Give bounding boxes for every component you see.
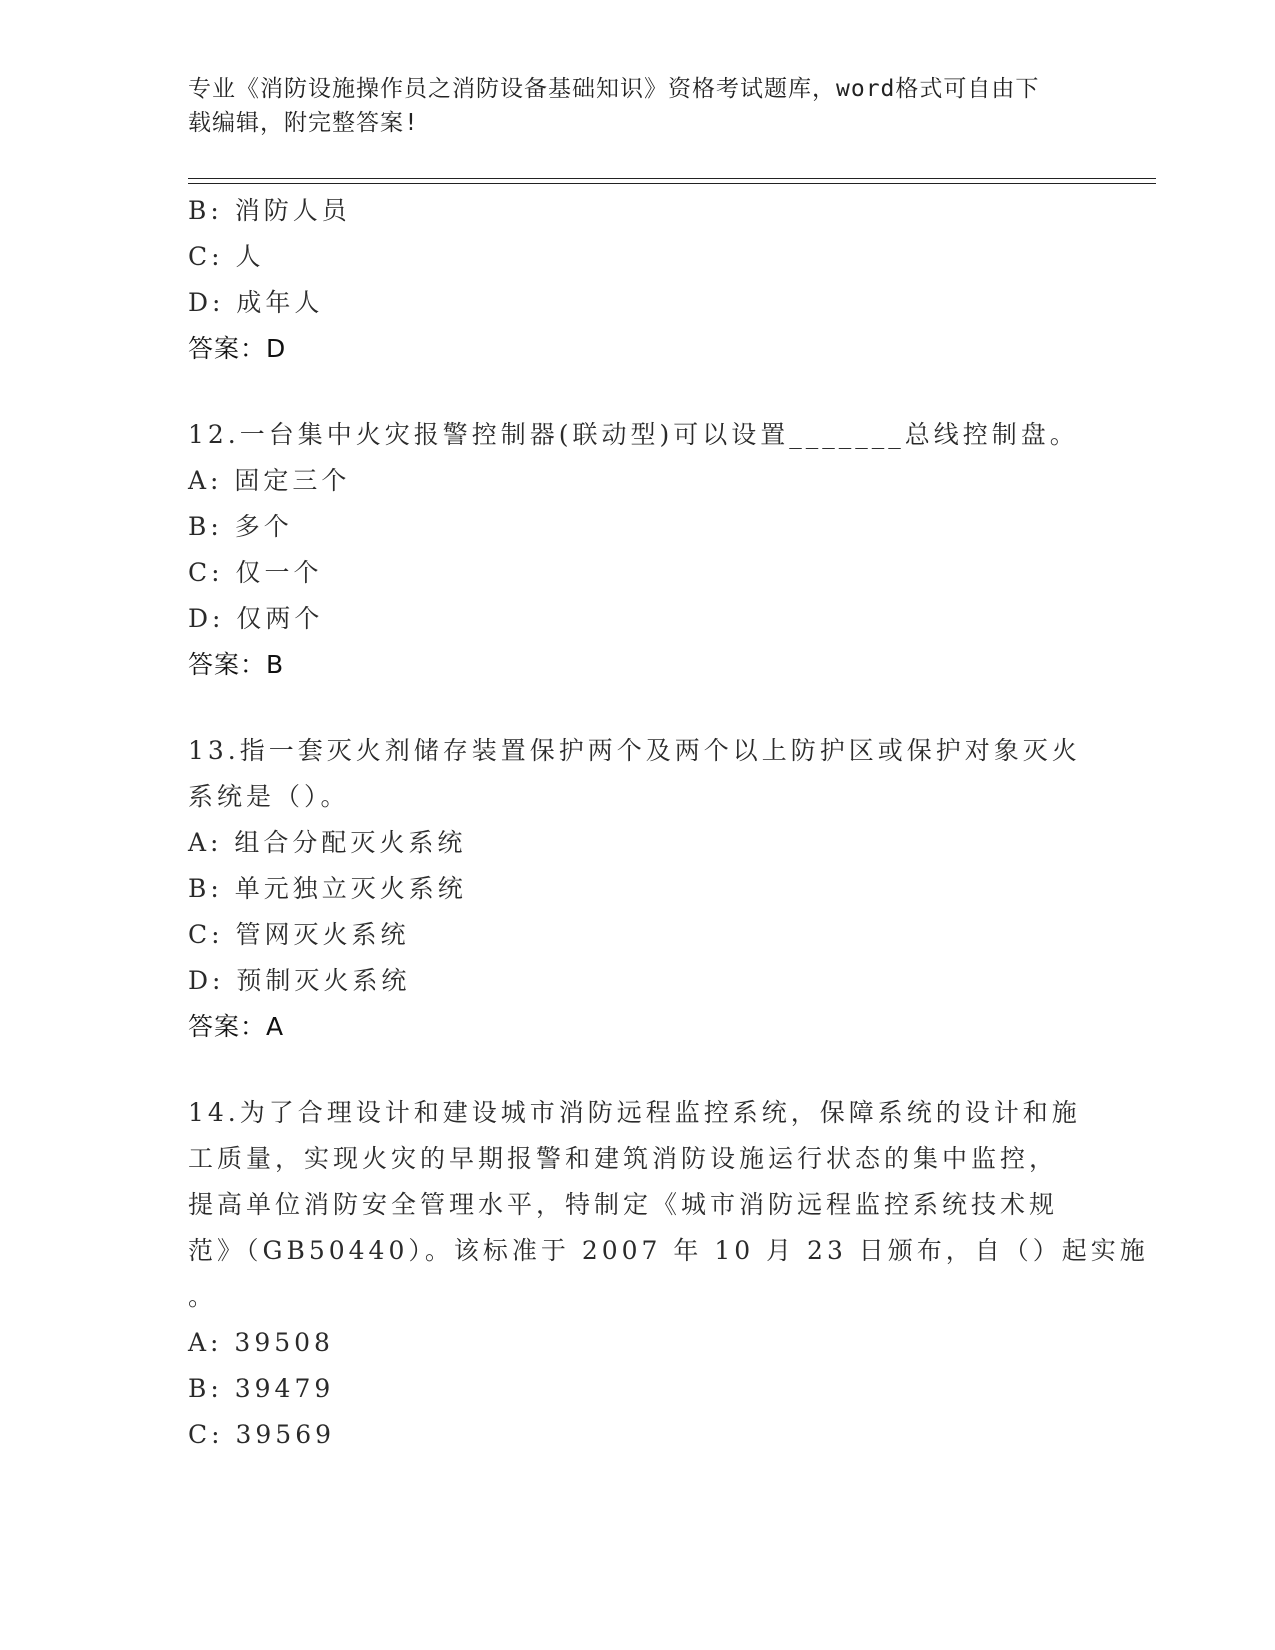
question-stem-line: 工质量，实现火灾的早期报警和建筑消防设施运行状态的集中监控， xyxy=(188,1144,1059,1173)
question-stem-line: 。 xyxy=(188,1282,218,1311)
option-b: B: 单元独立灭火系统 xyxy=(188,874,467,903)
document-header xyxy=(188,72,1068,140)
option-c: C: 人 xyxy=(188,242,265,271)
option-d: D: 预制灭火系统 xyxy=(188,966,411,995)
answer-label: 答案：B xyxy=(188,650,285,679)
question-stem: 12.一台集中火灾报警控制器(联动型)可以设置_______总线控制盘。 xyxy=(188,420,1079,449)
question-stem-line: 14.为了合理设计和建设城市消防远程监控系统，保障系统的设计和施 xyxy=(188,1098,1081,1127)
option-c: C: 仅一个 xyxy=(188,558,323,587)
question-11-tail xyxy=(188,188,1088,372)
option-a: A: 固定三个 xyxy=(188,466,351,495)
option-a: A: 组合分配灭火系统 xyxy=(188,828,467,857)
question-stem-line: 13.指一套灭火剂储存装置保护两个及两个以上防护区或保护对象灭火 xyxy=(188,736,1081,765)
header-divider-top xyxy=(188,178,1156,179)
header-divider-bottom xyxy=(188,183,1156,184)
option-b: B: 消防人员 xyxy=(188,196,351,225)
header-line-2: 载编辑，附完整答案! xyxy=(188,110,419,136)
option-c: C: 39569 xyxy=(188,1420,336,1449)
question-12 xyxy=(188,412,1088,688)
question-stem-line: 提高单位消防安全管理水平，特制定《城市消防远程监控系统技术规 xyxy=(188,1190,1059,1219)
option-c: C: 管网灭火系统 xyxy=(188,920,410,949)
option-b: B: 39479 xyxy=(188,1374,335,1403)
question-14 xyxy=(188,1090,1149,1458)
question-list xyxy=(188,188,1149,1458)
answer-label: 答案：D xyxy=(188,334,287,363)
question-13 xyxy=(188,728,1088,1050)
question-stem-line: 范》（GB50440）。该标准于 2007 年 10 月 23 日颁布，自（）起实施 xyxy=(188,1236,1149,1265)
answer-label: 答案：A xyxy=(188,1012,285,1041)
option-d: D: 成年人 xyxy=(188,288,324,317)
option-d: D: 仅两个 xyxy=(188,604,324,633)
header-line-1: 专业《消防设施操作员之消防设备基础知识》资格考试题库，word格式可自由下 xyxy=(188,76,1040,102)
option-a: A: 39508 xyxy=(188,1328,334,1357)
option-b: B: 多个 xyxy=(188,512,293,541)
question-stem-line: 系统是（）。 xyxy=(188,782,350,811)
